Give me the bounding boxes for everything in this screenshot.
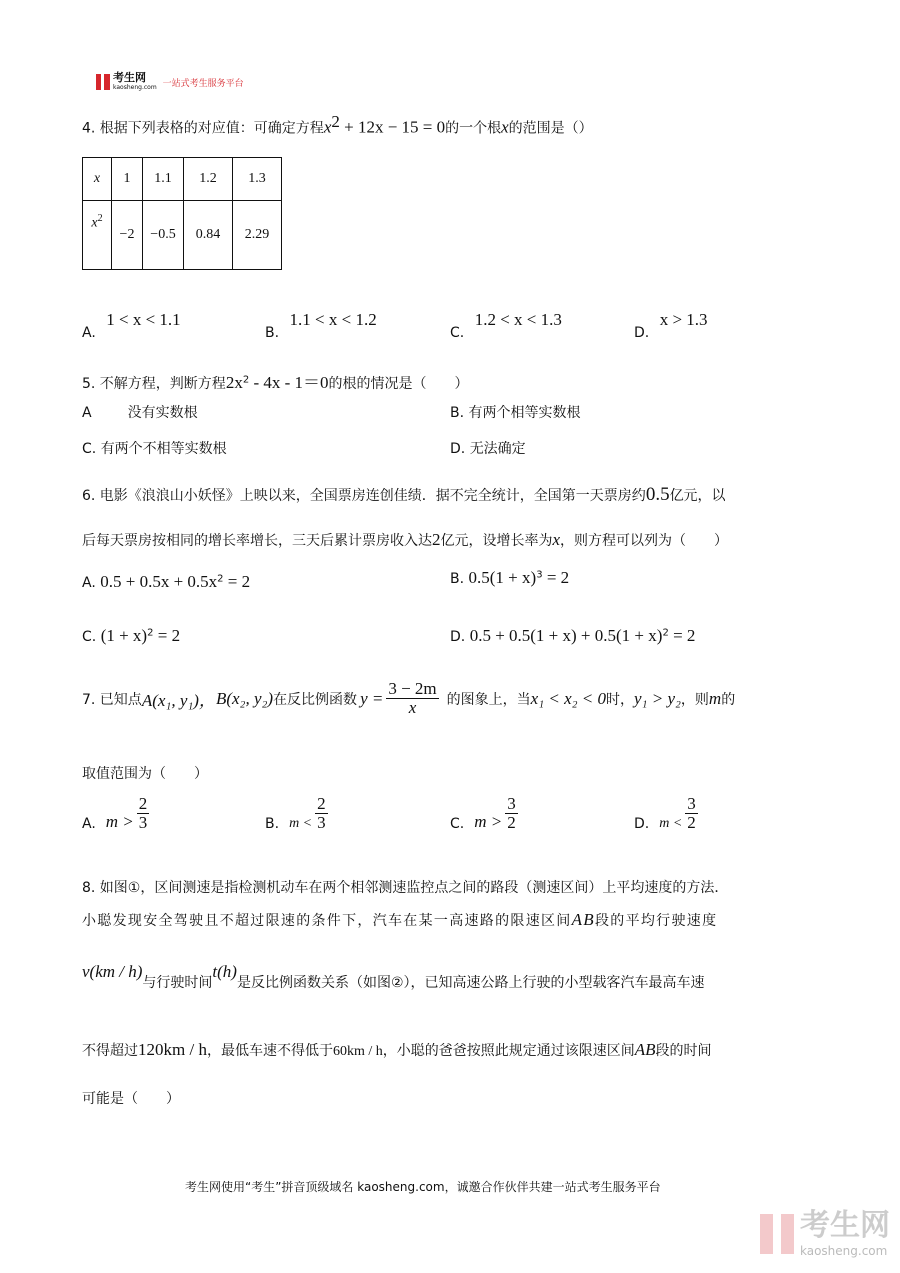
q8-line3: v(km / h)与行驶时间t(h)是反比例函数关系（如图②），已知高速公路上行驶的小型载客汽车最高车速 <box>82 962 705 991</box>
q4-option-a[interactable]: A. 1 < x < 1.1 <box>82 310 181 341</box>
q7-stem-line2: 取值范围为（ ） <box>82 766 208 782</box>
q7-option-d[interactable]: D. m < $\frac{3}{2}$ <box>634 794 696 832</box>
slogan: 一站式考生服务平台 <box>162 78 244 89</box>
q6-option-c[interactable]: C. $(1 + x)^2 = 2$ <box>82 626 181 645</box>
q4-option-b[interactable]: B. 1.1 < x < 1.2 <box>265 310 377 341</box>
q5-stem: 5. 不解方程，判断方程$2x^2 - 4x - 1=0$的根的情况是（ ） <box>82 373 469 392</box>
q8-line5: 可能是（ ） <box>82 1091 180 1107</box>
watermark-text: 考生网 <box>800 1208 890 1243</box>
logo-icon <box>96 74 110 90</box>
q6-option-d[interactable]: D. $0.5 + 0.5(1 + x) + 0.5(1 + x)^2 = 2$ <box>450 626 696 645</box>
q5-option-c[interactable]: C. 有两个不相等实数根 <box>82 441 227 457</box>
watermark <box>760 1208 890 1259</box>
q7-option-b[interactable]: B. m < $\frac{2}{3}$ <box>265 794 326 832</box>
q8-line4: 不得超过120km / h，最低车速不得低于60km / h，小聪的爸爸按照此规定通过该限速区间AB段的时间 <box>82 1040 712 1059</box>
q7-option-c[interactable]: C. m > $\frac{3}{2}$ <box>450 794 516 832</box>
footer-text: 考生网使用“考生”拼音顶级域名 kaosheng.com，诚邀合作伙伴共建一站式考生服务平台 <box>185 1180 661 1194</box>
q4-stem: 4. 根据下列表格的对应值：可确定方程$x^2 + 12x - 15 = 0$的一个根x的范围是（） <box>82 112 593 137</box>
q6-option-b[interactable]: B. $0.5(1 + x)^3 = 2$ <box>450 568 570 587</box>
logo-text: 考生网 <box>113 71 146 84</box>
q4-option-d[interactable]: D. x > 1.3 <box>634 310 708 341</box>
q6-stem-line2: 后每天票房按相同的增长率增长，三天后累计票房收入达2亿元，设增长率为x，则方程可以列为（ ） <box>82 530 729 549</box>
q7-stem-line1: 7. 已知点 A(x₁, y₁)， B(x₂, y₂) 在反比例函数 y = $\frac{3 - 2m}{x}$ 的图象上，当 x₁ < x₂ < 0 时， y₁ > y₂ ，则 m 的 <box>82 679 736 717</box>
watermark-logo-icon <box>760 1214 794 1254</box>
q8-line2: 小聪发现安全驾驶且不超过限速的条件下，汽车在某一高速路的限速区间AB段的平均行驶速度 <box>82 910 718 929</box>
q6-stem-line1: 6. 电影《浪浪山小妖怪》上映以来，全国票房连创佳绩．据不完全统计，全国第一天票房约0.5亿元，以 <box>82 484 726 505</box>
watermark-sub: kaosheng.com <box>800 1244 888 1258</box>
q5-option-d[interactable]: D. 无法确定 <box>450 441 526 457</box>
q5-option-a[interactable]: A 没有实数根 <box>82 405 198 421</box>
q7-option-a[interactable]: A. m > $\frac{2}{3}$ <box>82 794 148 832</box>
logo-sub: kaosheng.com <box>113 84 157 91</box>
header-logo <box>96 72 244 92</box>
q6-option-a[interactable]: A. $0.5 + 0.5x + 0.5x^2 = 2$ <box>82 572 251 591</box>
q5-option-b[interactable]: B. 有两个相等实数根 <box>450 405 581 421</box>
q4-option-c[interactable]: C. 1.2 < x < 1.3 <box>450 310 562 341</box>
q8-line1: 8. 如图①，区间测速是指检测机动车在两个相邻测速监控点之间的路段（测速区间）上平均速度的方法． <box>82 880 729 896</box>
q4-table: x 1 1.1 1.2 1.3 $x^2$ −2 −0.5 0.84 2.29 <box>82 157 282 270</box>
